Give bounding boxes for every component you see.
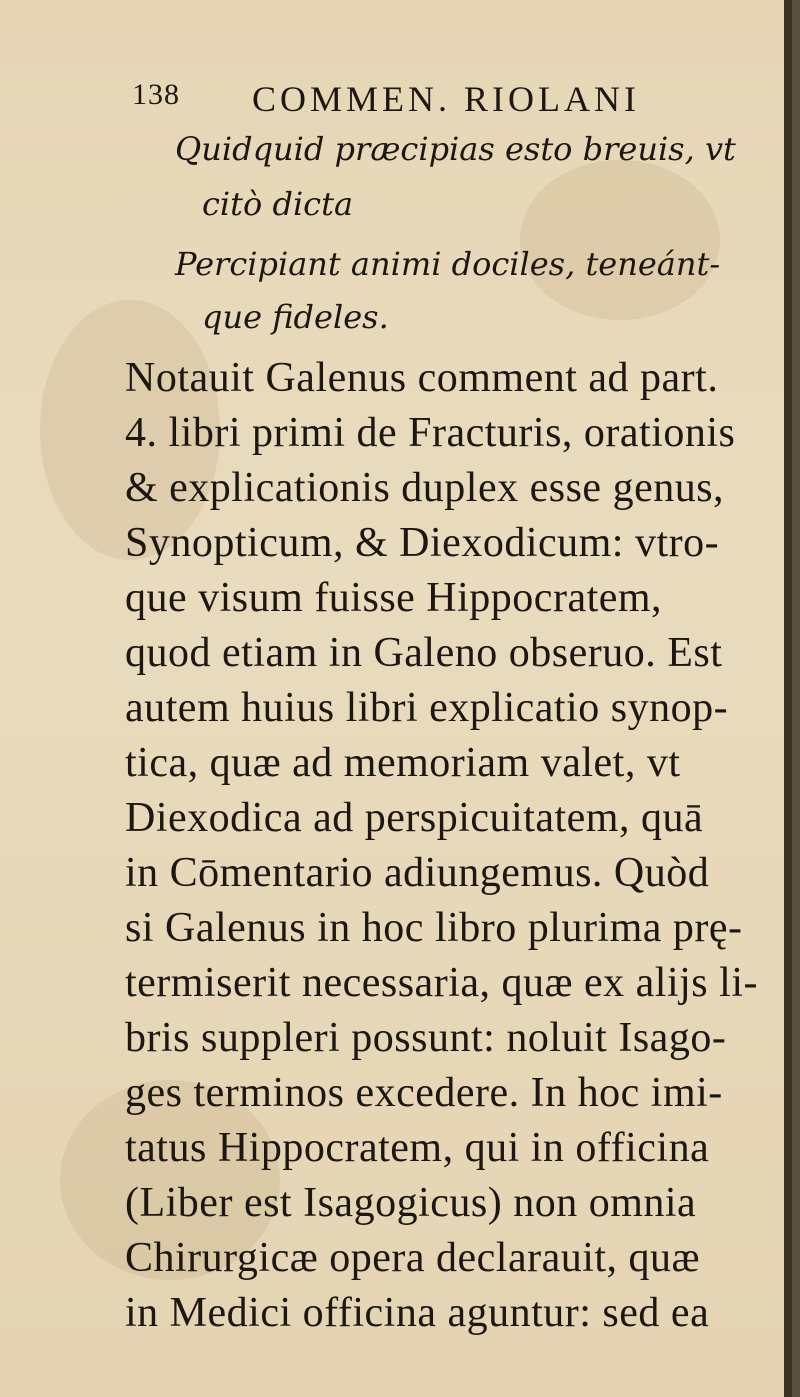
verse-line: citò dicta — [202, 185, 354, 223]
text-line: si Galenus in hoc libro plurima prę- — [125, 905, 743, 951]
text-line: in Medici officina aguntur: sed ea — [125, 1290, 710, 1336]
page-number: 138 — [132, 78, 180, 111]
text-line: Chirurgicæ opera declarauit, quæ — [125, 1235, 701, 1281]
book-edge — [784, 0, 792, 1397]
text-line: autem huius libri explicatio synop- — [125, 685, 729, 731]
text-line: 4. libri primi de Fracturis, orationis — [125, 410, 736, 456]
text-line: termiserit necessaria, quæ ex alijs li- — [125, 960, 758, 1006]
text-line: Synopticum, & Diexodicum: vtro- — [125, 520, 720, 566]
paper-stain — [520, 160, 720, 320]
text-line: (Liber est Isagogicus) non omnia — [125, 1180, 697, 1226]
text-line: tica, quæ ad memoriam valet, vt — [125, 740, 681, 786]
text-line: in Cōmentario adiungemus. Quòd — [125, 850, 710, 896]
text-line: quod etiam in Galeno obseruo. Est — [125, 630, 723, 676]
verse-line: que fideles. — [202, 298, 389, 336]
running-title: COMMEN. RIOLANI — [252, 79, 640, 119]
verse-line: Percipiant animi dociles, teneánt- — [175, 245, 721, 283]
text-line: tatus Hippocratem, qui in officina — [125, 1125, 710, 1171]
text-line: Notauit Galenus comment ad part. — [125, 355, 719, 401]
text-line: ges terminos excedere. In hoc imi- — [125, 1070, 723, 1116]
text-line: & explicationis duplex esse genus, — [125, 465, 725, 511]
verse-line: Quidquid præcipias esto breuis, vt — [175, 130, 736, 168]
text-line: que visum fuisse Hippocratem, — [125, 575, 663, 621]
text-line: bris suppleri possunt: noluit Isago- — [125, 1015, 727, 1061]
text-line: Diexodica ad perspicuitatem, quā — [125, 795, 704, 841]
running-header — [132, 78, 692, 128]
